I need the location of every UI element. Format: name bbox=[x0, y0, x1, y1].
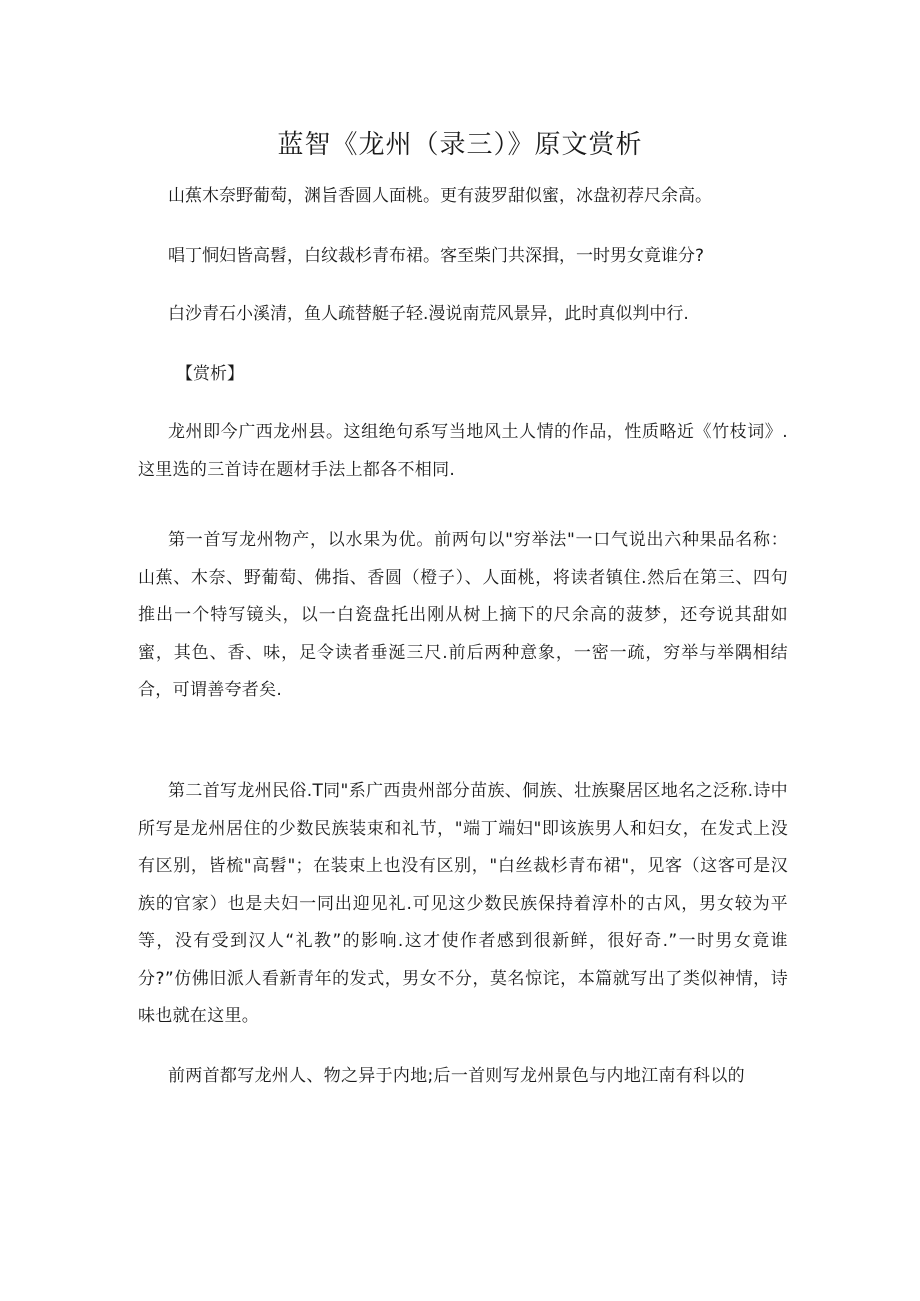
analysis-paragraph-3: 第二首写龙州民俗.T同"系广西贵州部分苗族、侗族、壮族聚居区地名之泛称.诗中所写是龙州居住的少数民族装束和礼节，"端丁端妇"即该族男人和妇女，在发式上没有区别，皆梳"高髫"；在装束上也没有区别，"白丝裁杉青布裙"，见客（这客可是汉族的官家）也是夫妇一同出迎见礼.可见这少数民族保持着淳朴的古风，男女较为平等，没有受到汉人“礼教”的影响.这才使作者感到很新鲜，很好奇.”一时男女竟谁分?”仿佛旧派人看新青年的发式，男女不分，莫名惊诧，本篇就写出了类似神情，诗味也就在这里。 bbox=[138, 781, 788, 1026]
analysis-paragraph-4: 前两首都写龙州人、物之异于内地;后一首则写龙州景色与内地江南有科以的 bbox=[168, 1066, 745, 1086]
poem-line-3: 白沙青石小溪清，鱼人疏替艇子轻.漫说南荒风景异，此时真似判中行. bbox=[168, 304, 689, 324]
analysis-heading: 【赏析】 bbox=[176, 364, 244, 384]
poem-line-2: 唱丁恫妇皆高髫，白纹裁杉青布裙。客至柴门共深揖，一时男女竟谁分? bbox=[168, 246, 705, 266]
analysis-paragraph-1: 龙州即今广西龙州县。这组绝句系写当地风土人情的作品，性质略近《竹枝词》.这里选的三首诗在题材手法上都各不相同. bbox=[138, 422, 788, 480]
page-title: 蓝智《龙州（录三）》原文赏析 bbox=[277, 130, 643, 160]
analysis-paragraph-2: 第一首写龙州物产，以水果为优。前两句以"穷举法"一口气说出六种果品名称：山蕉、木奈、野葡萄、佛指、香圆（橙子）、人面桃，将读者镇住.然后在第三、四句推出一个特写镜头，以一白瓷盘托出刚从树上摘下的尺余高的菠梦，还夸说其甜如蜜，其色、香、味，足令读者垂涎三尺.前后两种意象，一密一疏，穷举与举隅相结合，可谓善夸者矣. bbox=[138, 530, 788, 700]
poem-line-1: 山蕉木奈野葡萄，渊旨香圆人面桃。更有菠罗甜似蜜，冰盘初荐尺余高。 bbox=[168, 186, 712, 206]
